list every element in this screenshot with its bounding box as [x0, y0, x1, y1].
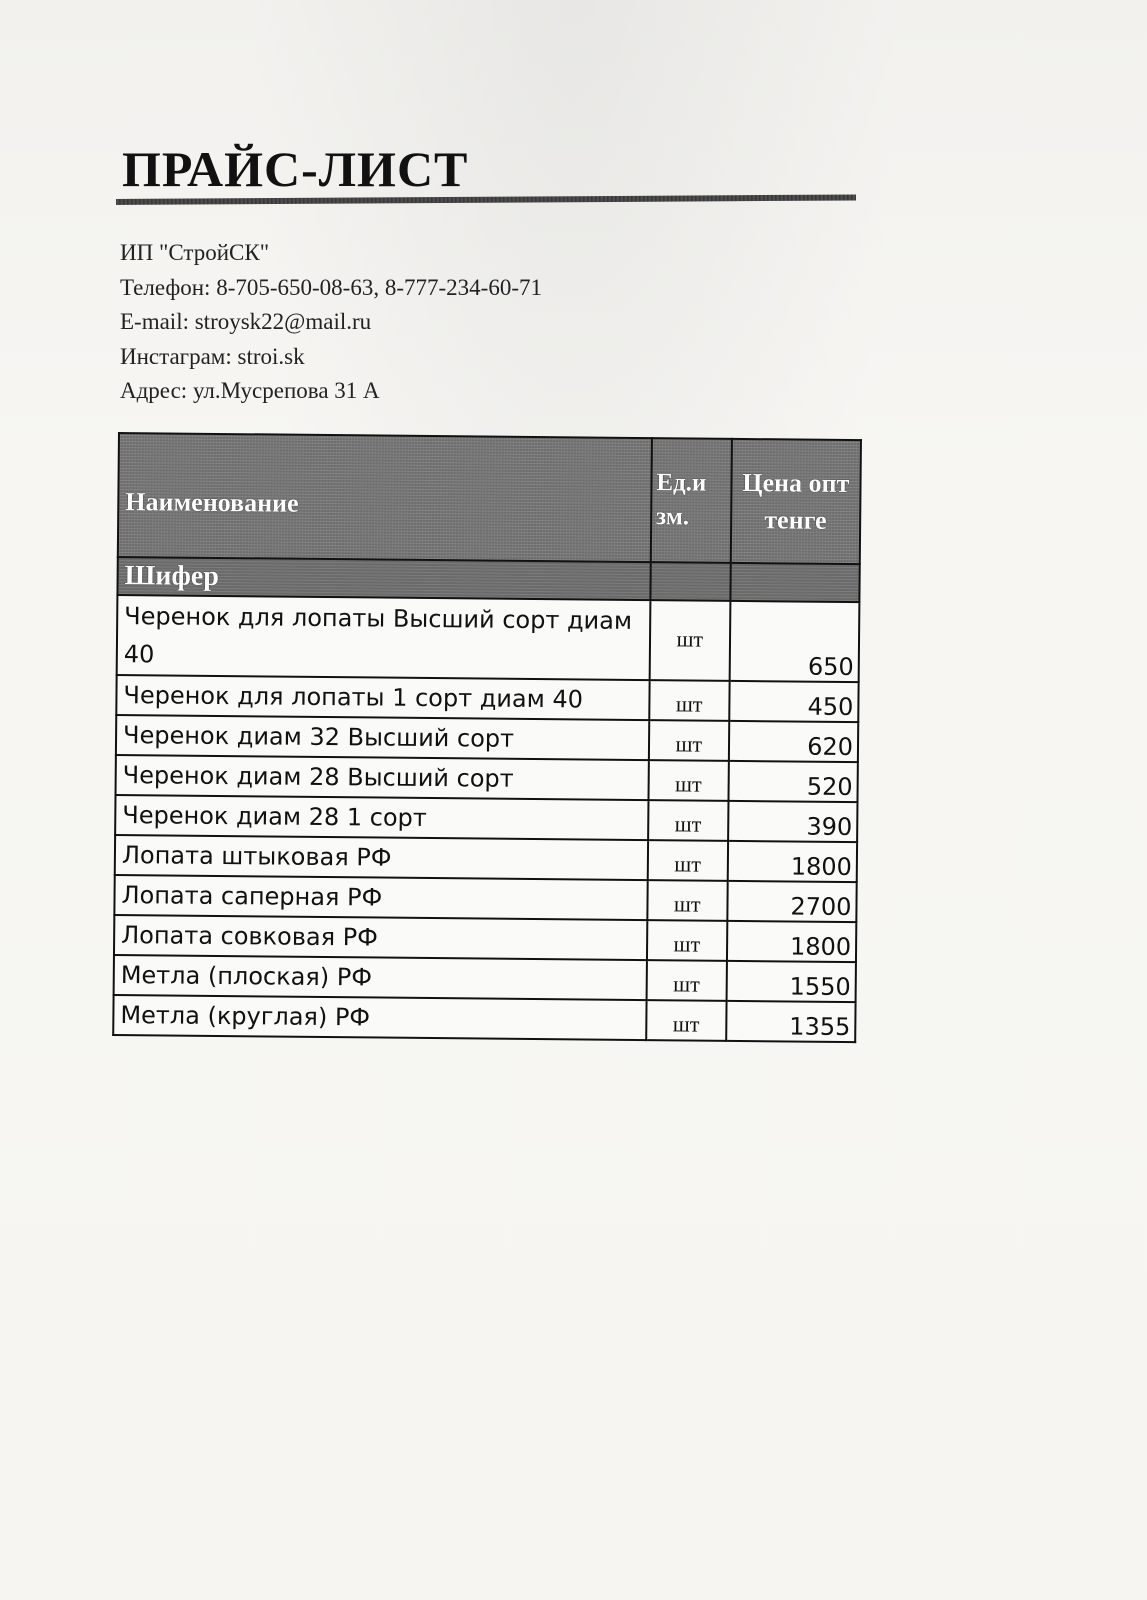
item-unit: шт: [646, 960, 726, 1001]
category-unit-cell: [650, 562, 730, 601]
table-header-row: [118, 433, 861, 564]
category-name: Шифер: [117, 557, 650, 600]
item-unit: шт: [646, 1000, 726, 1041]
header-name: Наименование: [118, 433, 652, 562]
item-price: 520: [728, 761, 858, 802]
table-row: [114, 875, 856, 922]
email-line: E-mail: stroysk22@mail.ru: [120, 309, 372, 334]
company-name: ИП "СтройСК": [120, 240, 270, 265]
item-price: 1550: [726, 961, 856, 1002]
item-name: Черенок диам 28 1 сорт: [115, 795, 648, 840]
page-title: ПРАЙС-ЛИСТ: [122, 141, 469, 197]
table-row: [117, 595, 860, 682]
price-table: [112, 432, 862, 1043]
item-unit: шт: [649, 720, 729, 761]
table-row: [116, 675, 858, 722]
item-price: 1800: [727, 921, 857, 962]
contact-block: [120, 236, 542, 409]
header-unit: Ед.и зм.: [651, 438, 732, 563]
item-price: 390: [728, 801, 858, 842]
item-unit: шт: [649, 680, 729, 721]
table-row: [115, 795, 857, 842]
table-row: [116, 715, 858, 762]
table-row: [114, 955, 856, 1002]
item-unit: шт: [650, 600, 731, 681]
instagram-line: Инстаграм: stroi.sk: [120, 343, 305, 369]
item-unit: шт: [648, 840, 728, 881]
table-row: [113, 995, 855, 1042]
item-name: Метла (плоская) РФ: [114, 955, 647, 1000]
item-name: Метла (круглая) РФ: [113, 995, 646, 1040]
address-line: Адрес: ул.Мусрепова 31 А: [120, 378, 380, 403]
item-unit: шт: [647, 920, 727, 961]
header-price: Цена опт тенге: [730, 439, 861, 564]
item-name: Черенок для лопаты 1 сорт диам 40: [116, 675, 649, 720]
item-price: 1355: [726, 1001, 856, 1042]
category-price-cell: [730, 563, 860, 602]
table-row: [114, 915, 856, 962]
item-name: Черенок диам 32 Высший сорт: [116, 715, 649, 760]
item-name: Лопата саперная РФ: [114, 875, 647, 920]
item-price: 450: [729, 681, 859, 722]
phone-line: Телефон: 8-705-650-08-63, 8-777-234-60-71: [120, 274, 542, 300]
table-row: [115, 835, 857, 882]
item-unit: шт: [648, 760, 728, 801]
item-name: Лопата совковая РФ: [114, 915, 647, 960]
item-unit: шт: [648, 800, 728, 841]
item-price: 2700: [727, 881, 857, 922]
item-name: Черенок диам 28 Высший сорт: [116, 755, 649, 800]
table-row: [116, 755, 858, 802]
item-price: 620: [729, 721, 859, 762]
item-name: Черенок для лопаты Высший сорт диам 40: [117, 595, 651, 680]
item-price: 650: [729, 601, 859, 682]
item-price: 1800: [727, 841, 857, 882]
item-unit: шт: [647, 880, 727, 921]
item-name: Лопата штыковая РФ: [115, 835, 648, 880]
